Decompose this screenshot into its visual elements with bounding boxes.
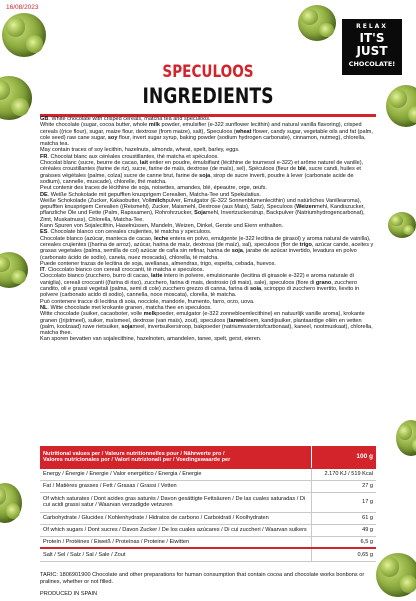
nutrition-header-value: 100 g <box>312 446 377 468</box>
allergen-text: GB <box>40 116 49 122</box>
ingredient-text: , azúcar cande, aceites y grasas vegetales (palma, semilla de col) azúcar de caña sin refinar, harina de <box>40 241 374 255</box>
ingredient-text: flour, invert sugar syrup, baking powder (sodium hydrogen carbonate), cinnamon, nutmeg), chlorella, matcha tea. <box>40 134 366 148</box>
ingredient-text: May contain traces of soy lecithin, hazelnuts, almonds, wheat, spelt, barley, eggs. <box>40 147 240 154</box>
allergen-text: trigo <box>299 241 312 248</box>
nutrition-label: Of which sugars / Dont sucres / Davon Zucker / De los cuales azúcares / Di cui zuccheri / Waarvan suikers <box>40 524 312 536</box>
taric-note: TARIC: 1806901900 Chocolate and other preparations for human consumption that contain cocoa and chocolate works bonbons or pralines, whether or not filled. <box>40 572 365 585</box>
allergen-text: ES <box>40 229 48 236</box>
matcha-cluster-image <box>0 252 28 288</box>
ingredients-paragraph <box>40 198 376 223</box>
nutrition-value: 61 g <box>312 512 377 524</box>
ingredients-paragraph <box>40 273 376 298</box>
allergen-text: latte <box>151 273 163 280</box>
ingredient-text: Witte chocolade (suiker, cacaoboter, volle <box>40 311 144 318</box>
allergen-text: soia <box>249 286 262 293</box>
ingredient-text: Weiße Schokolade (Zucker, Kakaobutter, Voll <box>40 197 152 204</box>
page-title: INGREDIENTS <box>142 84 274 108</box>
ingredient-text: , sucre candi, huiles et graisses végétales (palme, colza) sucre de canne brut, farine de <box>40 166 361 179</box>
ingredient-text: meel, invertsuikersiroop, bakpoeder (natriumwaterstofcarbonaat), kaneel, nootmuskaat), chlorella, matcha thee. <box>40 323 373 337</box>
allergen-text: Weizen <box>296 204 316 211</box>
matcha-cluster-image <box>2 13 46 57</box>
allergen-text: wheat <box>235 128 252 135</box>
nutrition-value: 49 g <box>312 524 377 536</box>
allergen-text: Soja <box>194 210 206 217</box>
logo-line-3: CHOCOLATE! <box>348 60 396 68</box>
nutrition-header-row <box>40 446 376 468</box>
allergen-text: IT <box>40 267 45 274</box>
nutrition-label: Of which saturates / Dont acides gras saturés / Davon gesättigte Fettsäuren / De las cuales saturadas / Di cui acidi grassi satur / Waarvan verzadigde vetzuren <box>40 492 312 512</box>
ingredient-text: flower, candy sugar, vegetable oils and fat (palm, cole seed) raw cane sugar, <box>40 128 373 141</box>
nutrition-row <box>40 548 376 561</box>
ingredients-paragraph <box>40 311 376 336</box>
ingredient-text: bloem, kandijsuiker, plantaardige oliën en vetten (palm, koolzaad) ruwe rietsuiker, <box>40 317 362 330</box>
ingredient-text: mehl, Invertzuckersirup, Backpulver (Natriumhydrogencarbonat), Zimt, Muskatnuss), Chlorella, Matcha-Tee. <box>40 210 365 223</box>
ingredient-text: powder, emulsifier (e-322 sunflower lecithin) and natural vanilla flavoring), crisped cereals ((rice flour), sugar, maize flour, dextrose (from maize), salt), Speculoos ( <box>40 122 362 135</box>
ingredient-text: Chocolat blanc (sucre, beurre de cacao, <box>40 160 140 167</box>
ingredient-text: . White chocolate with crisped cereals, matcha tea and speculoos. <box>48 116 211 122</box>
allergen-text: lait <box>139 160 148 167</box>
ingredient-text: pulver, Emulgator (E-322 Sonnenblumenlecithin) und natürliches Vanillearoma), gepufften knusprigem Cerealien ((Reismehl), Zucker, Maismehl, Dextrose (aus Mais), Salz), Speculoos ( <box>40 197 362 211</box>
allergen-text: soja <box>121 323 133 330</box>
nutrition-value: 27 g <box>312 480 377 492</box>
ingredient-text: Può contenere tracce di lecitina di soia, nocciole, mandorle, frumento, farro, orzo, uova. <box>40 298 255 305</box>
allergen-text: leche <box>154 235 169 242</box>
nutrition-header-label <box>40 446 312 468</box>
allergen-text: milch <box>151 197 166 204</box>
allergen-text: tarwe <box>228 317 244 324</box>
allergen-text: soy <box>107 134 118 141</box>
nutrition-value: 2.170 KJ / 519 Kcal <box>312 468 377 480</box>
nutrition-header-line-1: Nutritional values per / Valeurs nutritionnelles pour / Nährwerte pro / <box>43 450 225 457</box>
allergen-text: melk <box>143 311 157 318</box>
logo-line-2: IT'S JUST <box>356 31 388 58</box>
ingredient-text: mehl, Kandiszucker, pflanzliche Öle und Fette (Palm, Rapssamen), Rohrohrzucker, <box>40 204 365 217</box>
ingredient-text: . Cioccolato bianco con cereali croccanti, tè matcha e speculoos. <box>44 267 205 274</box>
ingredient-text: Peut contenir des traces de lécithine de soja, noisettes, amandes, blé, épeautre, orge, œufs. <box>40 185 267 192</box>
ingredient-text: . Weiße Schokolade mit gepufften knusprigem Cerealien, Matcha-Tee und Spekulatius. <box>47 191 261 198</box>
ingredient-text: Puede contener trazas de lecitina de soja, avellanas, almendras, trigo, espelta, cebada, huevos. <box>40 260 276 267</box>
ingredient-text: Cioccolato bianco (zucchero, burro di cacao, <box>40 273 151 280</box>
nutrition-value: 17 g <box>312 492 377 512</box>
ingredient-text: , jarabe de azúcar invertido, levadura en polvo (carbonato ácido de sodio), canela, nuez moscada), chlorella, té matcha. <box>40 248 357 261</box>
nutrition-label: Fat / Matières grasses / Fett / Grasas / Grassi / Vetten <box>40 480 312 492</box>
nutrition-value: 6,5 g <box>312 536 377 548</box>
nutrition-label: Carbohydrate / Glucides / Kohlenhydrate / Hidratos de carbono / Carboidrati / Koolhydraten <box>40 512 312 524</box>
nutrition-row <box>40 480 376 492</box>
ingredients-paragraph <box>40 236 376 261</box>
allergen-text: soja <box>231 248 243 255</box>
origin-note: PRODUCED IN SPAIN <box>40 591 98 597</box>
matcha-cluster-image <box>396 420 416 456</box>
ingredients-paragraph <box>40 336 376 342</box>
ingredient-text: Kann Spuren von Sojalecithin, Haselnüssen, Mandeln, Weizen, Dinkel, Gerste und Eiern enthalten. <box>40 223 284 230</box>
product-name: SPECULOOS <box>162 62 254 82</box>
ingredient-text: . Chocolate blanco con cereales crujientes, té matcha y speculoos. <box>47 229 212 236</box>
ingredient-text: , sciroppo di zucchero invertito, lievito in polvere (carbonato acido di sodio), cannella, noce moscata), clorella, tè matcha. <box>40 286 360 299</box>
ingredient-text: poeder, emulgator (e-322 zonnebloemlecithine) en natuurlijk vanille aroma), krokante granen ((rijstmeel), suiker, maïsmeel, dextrose (van maïs), zout), speculoos ( <box>40 311 365 324</box>
allergen-text: FR <box>40 153 48 160</box>
matcha-cluster-image <box>0 483 22 523</box>
allergen-text: DE <box>40 191 48 198</box>
ingredient-text: entera en polvo, emulgente (e-322 lecitina de girasol) y aroma natural de vainilla), cereales crujientes ((harina de arroz), azúcar, harina de maíz, dextrosa (de maíz), sal), speculoos (flor de <box>40 235 371 248</box>
matcha-cluster-image <box>388 212 416 238</box>
nutrition-label: Salt / Sel / Salz / Sal / Sale / Zout <box>40 548 312 561</box>
title-block <box>0 62 416 108</box>
allergen-text: NL <box>40 304 48 311</box>
date-stamp: 16/08/2023 <box>6 4 39 11</box>
nutrition-row <box>40 512 376 524</box>
ingredient-text: intero in polvere, emulsionante (lecitina di girasole e-322) e aroma naturale di vaniglia), cereali croccanti ((farina di riso), zucchero, farina di mais, destrosio (di mais), sale), speculoos (fiore di <box>40 273 354 286</box>
ingredient-text: . Chocolat blanc aux céréales croustillantes, thé matcha et spéculoos. <box>47 153 219 160</box>
allergen-text: soja <box>199 172 211 179</box>
matcha-cluster-image <box>298 5 336 41</box>
nutrition-label: Proteín / Protéines / Eiweiß / Proteínas / Proteine / Eiwitten <box>40 536 312 548</box>
nutrition-row <box>40 536 376 548</box>
ingredients-paragraph <box>40 160 376 185</box>
ingredient-text: , zucchero candito, oli e grassi vegetali (palma, semi di cole) zucchero grezzo di canna, farina di <box>40 279 357 293</box>
ingredient-text: . Witte chocolade met krokante granen, matcha thee en speculoos. <box>47 304 212 311</box>
ingredient-text: White chocolate (sugar, cocoa butter, whole <box>40 122 149 129</box>
ingredient-text: entier en poudre, émulsifiant (lécithine de tournesol e-322) et arôme naturel de vanille), céréales croustillantes (farine de riz), sucre, farine de maïs, dextrose (de maïs), sel), Spéculoos (fleur de <box>40 160 364 173</box>
nutrition-value: 0,65 g <box>312 548 377 561</box>
nutrition-label: Energy / Énergie / Energie / Valor energético / Energia / Energie <box>40 468 312 480</box>
ingredient-text: Kan sporen bevatten van sojalecithine, hazelnoten, amandelen, tarwe, spelt, gerst, eieren. <box>40 336 262 343</box>
allergen-text: blé <box>297 166 306 173</box>
logo-line-1: RELAX <box>356 23 388 30</box>
ingredient-text: Chocolate blanco (azúcar, manteca de cacao, <box>40 235 155 242</box>
nutrition-row <box>40 468 376 480</box>
ingredient-text: , sirop de sucre inverti, poudre à lever (carbonate acide de sodium), cannelle, muscade), chlorelle, thé matcha. <box>40 172 354 185</box>
allergen-text: grano <box>315 279 332 286</box>
nutrition-row <box>40 524 376 536</box>
nutrition-table <box>40 446 376 562</box>
nutrition-header-line-2: Valores nutricionales por / Valori nutrizionali per / Voedingswaarde per <box>43 456 231 463</box>
ingredients-paragraph <box>40 122 376 147</box>
matcha-cluster-image <box>376 553 416 597</box>
allergen-text: milk <box>148 122 160 129</box>
ingredients-text <box>40 116 376 343</box>
nutrition-row <box>40 492 376 512</box>
